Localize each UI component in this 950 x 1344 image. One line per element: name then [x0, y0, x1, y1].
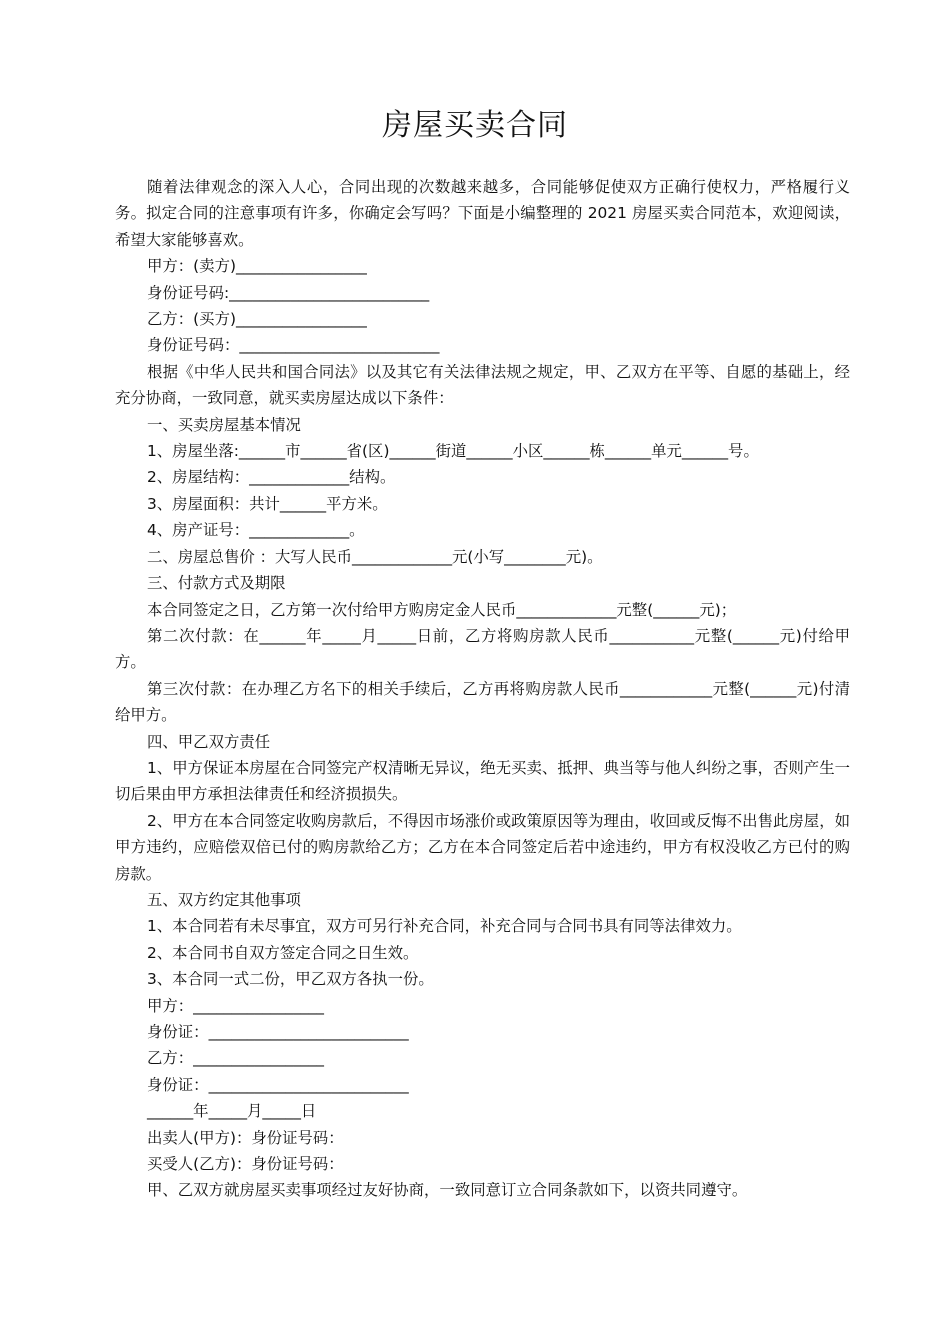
paragraph-responsibility-1: 1、甲方保证本房屋在合同签完产权清晰无异议，绝无买卖、抵押、典当等与他人纠纷之事，否则产生一切后果由甲方承担法律责任和经济损损失。 [115, 758, 850, 804]
paragraph-intro: 随着法律观念的深入人心，合同出现的次数越来越多，合同能够促使双方正确行使权力，严格履行义务。拟定合同的注意事项有许多，你确定会写吗？下面是小编整理的 2021 房屋买卖合同范本，欢迎阅读，希望大家能够喜欢。 [115, 178, 850, 249]
paragraph-party-b: 乙方：(买方)_________________ [147, 310, 367, 329]
section-heading-3: 三、付款方式及期限 [147, 574, 286, 593]
signature-party-b-id: 身份证：__________________________ [147, 1075, 409, 1094]
section-heading-1: 一、买卖房屋基本情况 [147, 415, 301, 434]
signature-date: ______年_____月_____日 [147, 1102, 317, 1121]
paragraph-other-1: 1、本合同若有未尽事宜，双方可另行补充合同，补充合同与合同书具有同等法律效力。 [147, 917, 742, 936]
paragraph-payment-3: 第三次付款：在办理乙方名下的相关手续后，乙方再将购房款人民币____________元整(______元)付清给甲方。 [115, 679, 850, 725]
paragraph-structure: 2、房屋结构：_____________结构。 [147, 468, 396, 487]
paragraph-legal-basis: 根据《中华人民共和国合同法》以及其它有关法律法规之规定，甲、乙双方在平等、自愿的基础上，经充分协商，一致同意，就买卖房屋达成以下条件： [115, 362, 850, 408]
section-heading-4: 四、甲乙双方责任 [147, 732, 271, 751]
paragraph-party-a-id: 身份证号码:__________________________ [147, 283, 430, 302]
section-heading-2: 二、房屋总售价 ：大写人民币_____________元(小写________元)。 [147, 547, 603, 566]
paragraph-payment-1: 本合同签定之日，乙方第一次付给甲方购房定金人民币_____________元整(______元)； [147, 600, 737, 619]
paragraph-seller: 出卖人(甲方)：身份证号码： [147, 1128, 344, 1147]
document-body [115, 174, 850, 1204]
paragraph-responsibility-2: 2、甲方在本合同签定收购房款后，不得因市场涨价或政策原因等为理由，收回或反悔不出售此房屋，如甲方违约，应赔偿双倍已付的购房款给乙方；乙方在本合同签定后若中途违约，甲方有权没收乙方已付的购房款。 [115, 811, 850, 883]
signature-party-a: 甲方：_________________ [147, 996, 324, 1015]
paragraph-payment-2: 第二次付款：在______年_____月_____日前，乙方将购房款人民币___________元整(______元)付给甲方。 [115, 626, 850, 672]
paragraph-party-a: 甲方：(卖方)_________________ [147, 257, 367, 276]
paragraph-area: 3、房屋面积：共计______平方米。 [147, 494, 388, 513]
signature-party-b: 乙方：_________________ [147, 1049, 324, 1068]
paragraph-buyer: 买受人(乙方)：身份证号码： [147, 1155, 344, 1174]
paragraph-closing: 甲、乙双方就房屋买卖事项经过友好协商，一致同意订立合同条款如下，以资共同遵守。 [147, 1181, 748, 1200]
paragraph-certificate: 4、房产证号：_____________。 [147, 521, 365, 540]
paragraph-party-b-id: 身份证号码：__________________________ [147, 336, 440, 355]
paragraph-location: 1、房屋坐落:______市______省(区)______街道______小区______栋______单元______号。 [147, 442, 759, 461]
signature-party-a-id: 身份证：__________________________ [147, 1023, 409, 1041]
paragraph-other-2: 2、本合同书自双方签定合同之日生效。 [147, 943, 419, 962]
document-title: 房屋买卖合同 [382, 108, 568, 143]
paragraph-other-3: 3、本合同一式二份，甲乙双方各执一份。 [147, 970, 434, 989]
section-heading-5: 五、双方约定其他事项 [147, 890, 301, 909]
